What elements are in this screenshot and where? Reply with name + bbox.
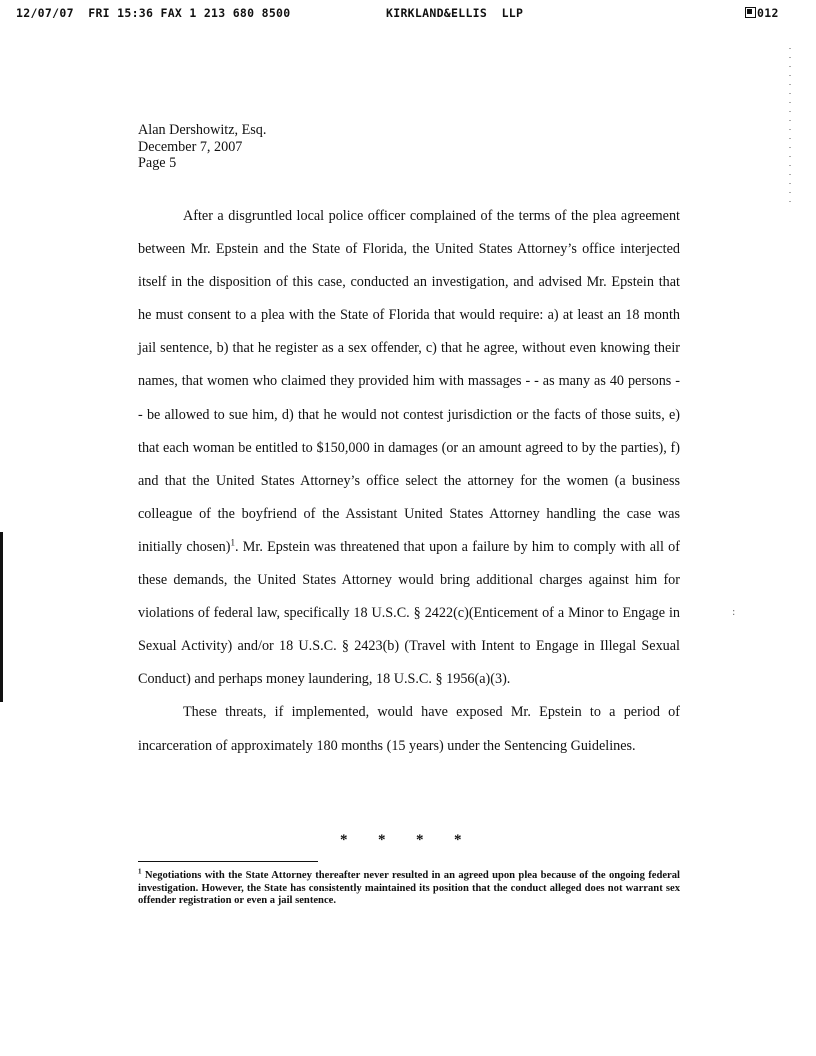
margin-mark: : — [732, 607, 736, 618]
footnote-divider — [138, 861, 318, 862]
separator-star: * — [454, 832, 462, 848]
fax-datetime: 12/07/07 FRI 15:36 FAX 1 213 680 8500 — [16, 6, 291, 20]
paragraph-2: These threats, if implemented, would have exposed Mr. Epstein to a period of incarceration of approximately 180 months (15 years) under the Sentencing Guidelines. — [138, 704, 680, 754]
recipient-name: Alan Dershowitz, Esq. — [138, 122, 267, 138]
fax-page-number: 012 — [757, 6, 779, 20]
scan-artifact-dots — [789, 48, 791, 208]
fax-firm-name: KIRKLAND&ELLIS LLP — [386, 6, 524, 20]
separator-star: * — [416, 832, 424, 848]
separator-star: * — [378, 832, 386, 848]
scan-artifact-bar — [0, 532, 3, 702]
footnote-number: 1 — [138, 867, 142, 876]
letter-heading — [138, 122, 266, 172]
letter-date: December 7, 2007 — [138, 138, 243, 155]
fax-header — [0, 6, 816, 24]
footnote-reference: 1 — [230, 537, 235, 548]
separator-star: * — [340, 832, 348, 848]
page-label: Page 5 — [138, 155, 177, 171]
paragraph-1 — [138, 200, 680, 696]
fax-box-icon — [745, 7, 756, 18]
section-separator — [0, 832, 816, 852]
paragraph-1-part-b: . Mr. Epstein was threatened that upon a failure by him to comply with all of these demands, the United States Attorney would bring additional charges against him for violations of federal law, specifically 18 U.S.C. § 2422(c)(Enticement of a Minor to Engage in Sexual Activity) and/or 18 U.S.C. § 2423(b) (Travel with Intent to Engage in Illegal Sexual Conduct) and perhaps money laundering, 18 U.S.C. § 1956(a)(3). — [138, 538, 680, 688]
letter-body — [138, 200, 680, 763]
footnote — [138, 867, 680, 908]
footnote-text: Negotiations with the State Attorney thereafter never resulted in an agreed upon plea because of the ongoing federal investigation. However, the State has consistently maintained its position that the conduct alleged does not warrant sex offender registration or even a jail sentence. — [138, 870, 680, 906]
paragraph-1-part-a: After a disgruntled local police officer complained of the terms of the plea agreement between Mr. Epstein and the State of Florida, the United States Attorney’s office interjected itself in the disposition of this case, conducted an investigation, and advised Mr. Epstein that he must consent to a plea with the State of Florida that would require: a) at least an 18 month jail sentence, b) that he register as a sex offender, c) that he agree, without even knowing their names, that women who claimed they provided him with massages - - as many as 40 persons - - be allowed to sue him, d) that he would not contest jurisdiction or the facts of those suits, e) that each woman be entitled to $150,000 in damages (or an amount agreed to by the parties), f) and that the United States Attorney’s office select the attorney for the women (a business colleague of the boyfriend of the Assistant United States Attorney handling the case was initially chosen) — [138, 208, 680, 555]
fax-page-number-group — [745, 6, 779, 20]
